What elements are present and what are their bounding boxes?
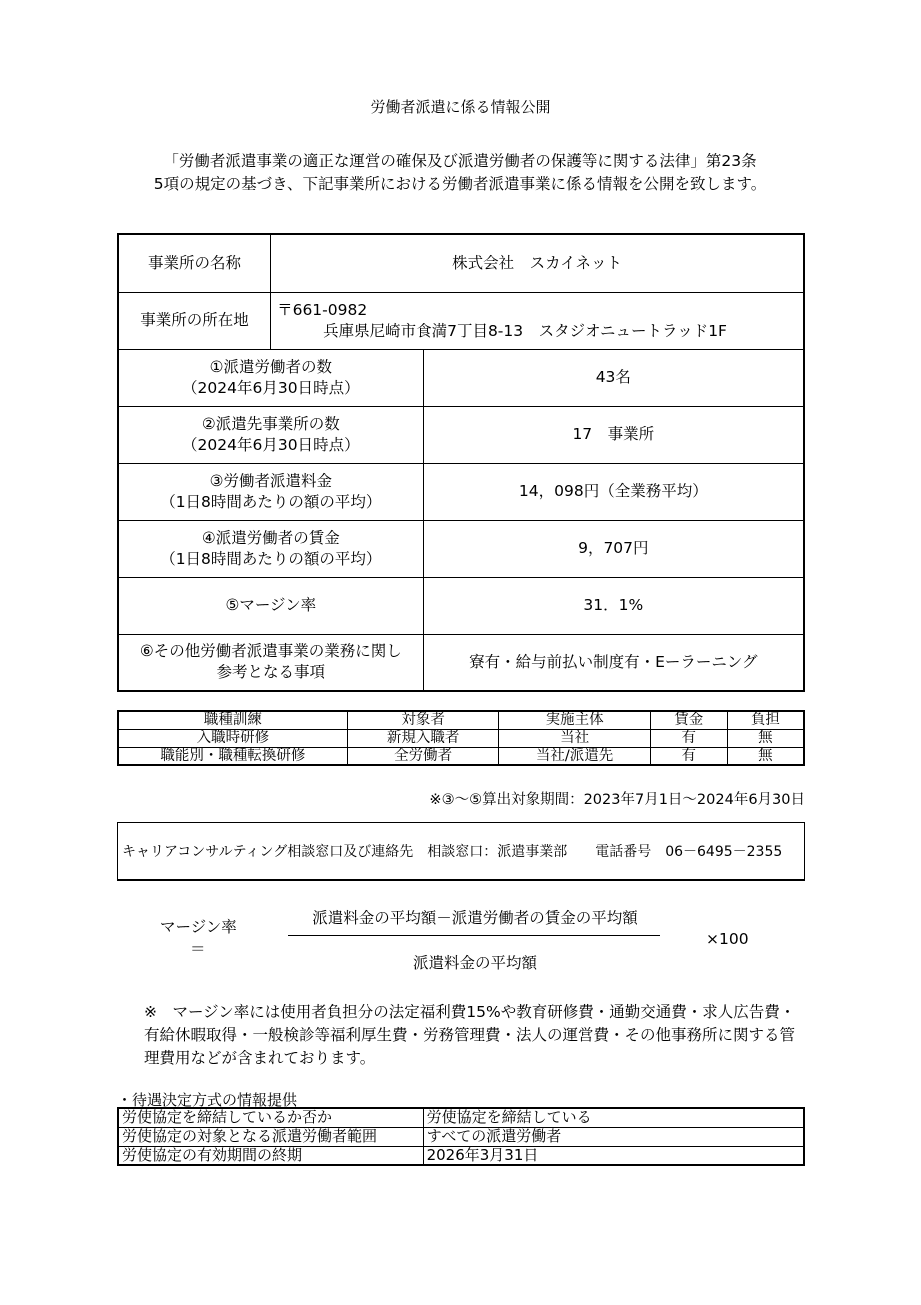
calculation-period-note: ※③～⑤算出対象期間：2023年7月1日～2024年6月30日 — [429, 792, 805, 808]
training-provider: 当社/派遣先 — [499, 747, 651, 765]
cost-header: 負担 — [727, 711, 804, 729]
table-row — [118, 1127, 804, 1146]
row-label-line-2: （2024年6月30日時点） — [182, 378, 360, 397]
info-heading: ・待遇決定方式の情報提供 — [117, 1091, 298, 1109]
row-label — [118, 634, 423, 691]
page-title: 労働者派遣に係る情報公開 — [370, 98, 551, 116]
office-name-value: 株式会社 スカイネット — [271, 234, 804, 292]
row-label-line-1: ⑥その他労働者派遣事業の業務に関し — [139, 642, 402, 661]
table-row — [118, 1108, 804, 1127]
disclosure-table — [117, 233, 805, 692]
info-value: 労使協定を締結している — [423, 1108, 804, 1127]
row-label-line-1: ③労働者派遣料金 — [209, 471, 333, 490]
row-label — [118, 406, 423, 463]
row-value: 14，098円（全業務平均） — [423, 463, 804, 520]
row-label-line-2: （1日8時間あたりの額の平均） — [160, 549, 382, 568]
info-label: 労使協定の対象となる派遣労働者範囲 — [118, 1127, 423, 1146]
row-label-line-1: ④派遣労働者の賃金 — [201, 528, 340, 547]
office-name-label: 事業所の名称 — [118, 234, 271, 292]
training-wage: 有 — [650, 747, 727, 765]
training-table — [117, 710, 805, 766]
formula-denominator: 派遣料金の平均額 — [412, 954, 537, 972]
career-consulting-contact: キャリアコンサルティング相談窓口及び連絡先 相談窓口：派遣事業部 電話番号 06－6495－2355 — [117, 822, 805, 881]
row-label — [118, 349, 423, 406]
table-row — [118, 729, 804, 747]
training-name: 職能別・職種転換研修 — [118, 747, 347, 765]
info-value: すべての派遣労働者 — [423, 1127, 804, 1146]
row-label — [118, 520, 423, 577]
treatment-info-table — [117, 1107, 805, 1166]
training-header: 職種訓練 — [118, 711, 347, 729]
row-label — [118, 463, 423, 520]
address-value: 兵庫県尼崎市食満7丁目8-13 スタジオニュートラッド1F — [323, 321, 727, 340]
training-wage: 有 — [650, 729, 727, 747]
margin-rate-remark: ※ マージン率には使用者負担分の法定福利費15%や教育研修費・通勤交通費・求人広告費・有給休暇取得・一般検診等福利厚生費・労務管理費・法人の運営費・その他事務所に関する管理費用などが含まれております。 — [144, 1003, 796, 1067]
formula-label: マージン率 — [160, 918, 237, 936]
formula-multiplier: ×100 — [706, 930, 749, 948]
row-value: 9，707円 — [423, 520, 804, 577]
postal-code: 〒661-0982 — [277, 300, 368, 319]
formula-equals: ＝ — [190, 940, 206, 958]
formula-numerator: 派遣料金の平均額－派遣労働者の賃金の平均額 — [312, 909, 638, 927]
info-label: 労使協定の有効期間の終期 — [118, 1146, 423, 1165]
info-label: 労使協定を締結しているか否か — [118, 1108, 423, 1127]
row-value: 寮有・給与前払い制度有・Eーラーニング — [423, 634, 804, 691]
row-value: 17 事業所 — [423, 406, 804, 463]
row-value: 43名 — [423, 349, 804, 406]
target-header: 対象者 — [347, 711, 499, 729]
table-row — [118, 747, 804, 765]
row-label-line-1: ①派遣労働者の数 — [209, 357, 333, 376]
row-label-line-2: （1日8時間あたりの額の平均） — [160, 492, 382, 511]
training-target: 新規入職者 — [347, 729, 499, 747]
intro-line-1: 「労働者派遣事業の適正な運営の確保及び派遣労働者の保護等に関する法律」第23条 — [163, 152, 757, 170]
intro-line-2: 5項の規定の基づき、下記事業所における労働者派遣事業に係る情報を公開を致します。 — [153, 175, 767, 193]
training-provider: 当社 — [499, 729, 651, 747]
training-name: 入職時研修 — [118, 729, 347, 747]
row-label-line-2: （2024年6月30日時点） — [182, 435, 360, 454]
info-value: 2026年3月31日 — [423, 1146, 804, 1165]
address-cell — [271, 292, 804, 349]
row-label-line-1: ②派遣先事業所の数 — [201, 414, 340, 433]
row-label-line-1: ⑤マージン率 — [225, 596, 317, 614]
fraction-line — [288, 935, 660, 936]
wage-header: 賃金 — [650, 711, 727, 729]
row-label — [118, 577, 423, 634]
row-label-line-2: 参考となる事項 — [216, 663, 326, 682]
row-value: 31．1% — [423, 577, 804, 634]
address-label: 事業所の所在地 — [118, 292, 271, 349]
training-target: 全労働者 — [347, 747, 499, 765]
training-cost: 無 — [727, 729, 804, 747]
training-cost: 無 — [727, 747, 804, 765]
table-row — [118, 1146, 804, 1165]
provider-header: 実施主体 — [499, 711, 651, 729]
